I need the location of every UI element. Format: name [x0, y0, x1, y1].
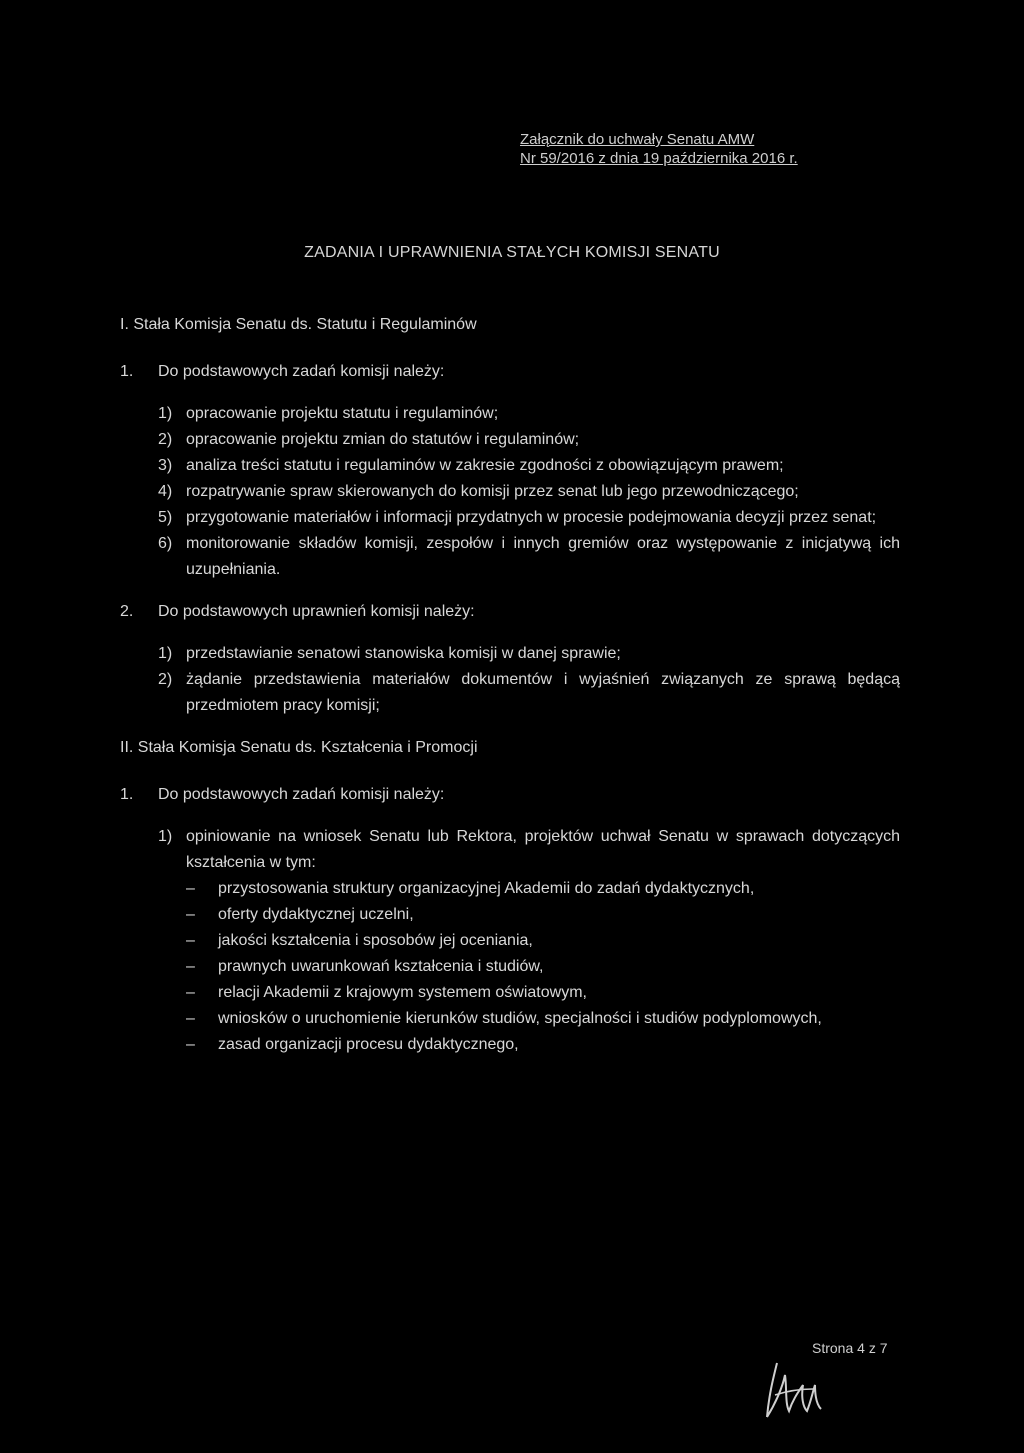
dash-item [186, 980, 900, 1006]
signature-graphic [755, 1355, 835, 1425]
list-item [158, 479, 900, 505]
dash-marker: – [186, 932, 195, 949]
item-number: 1) [158, 405, 173, 422]
item-number: 6) [158, 535, 173, 552]
section-2-paragraph-1 [120, 782, 900, 808]
item-text: opracowanie projektu zmian do statutów i regulaminów; [186, 431, 580, 448]
item-text: żądanie przedstawienia materiałów dokumentów i wyjaśnień związanych ze sprawą będącą przedmiotem pracy komisji; [186, 671, 900, 714]
paragraph-number: 1. [120, 363, 134, 380]
paragraph-text: Do podstawowych zadań komisji należy: [158, 786, 445, 803]
dash-marker: – [186, 906, 195, 923]
dash-text: oferty dydaktycznej uczelni, [218, 906, 414, 923]
dash-item [186, 876, 900, 902]
annex-reference [520, 130, 798, 168]
dash-text: prawnych uwarunkowań kształcenia i studiów, [218, 958, 544, 975]
item-number: 1) [158, 828, 173, 845]
page-number: Strona 4 z 7 [812, 1340, 888, 1356]
dash-item [186, 954, 900, 980]
item-number: 3) [158, 457, 173, 474]
section-1-paragraph-1 [120, 359, 900, 385]
list-item [158, 427, 900, 453]
dash-marker: – [186, 984, 195, 1001]
paragraph-text: Do podstawowych zadań komisji należy: [158, 363, 445, 380]
annex-line-2: Nr 59/2016 z dnia 19 października 2016 r. [520, 150, 798, 167]
item-text: monitorowanie składów komisji, zespołów i innych gremiów oraz występowanie z inicjatywą ich uzupełniania. [186, 535, 900, 578]
dash-item [186, 1006, 900, 1032]
item-text: opiniowanie na wniosek Senatu lub Rektora, projektów uchwał Senatu w sprawach dotyczących kształcenia w tym: [186, 828, 900, 871]
document-body [120, 312, 900, 1058]
dash-item [186, 928, 900, 954]
list-item [158, 824, 900, 876]
dash-list [186, 876, 900, 1058]
item-text: przedstawianie senatowi stanowiska komisji w danej sprawie; [186, 645, 621, 662]
section-1-paragraph-2-list [120, 641, 900, 719]
dash-marker: – [186, 1036, 195, 1053]
paragraph-number: 2. [120, 603, 134, 620]
list-item [158, 531, 900, 583]
dash-text: wniosków o uruchomienie kierunków studiów, specjalności i studiów podyplomowych, [218, 1010, 822, 1027]
item-number: 2) [158, 431, 173, 448]
item-text: analiza treści statutu i regulaminów w zakresie zgodności z obowiązującym prawem; [186, 457, 784, 474]
item-number: 5) [158, 509, 173, 526]
dash-marker: – [186, 1010, 195, 1027]
dash-item [186, 902, 900, 928]
section-1-paragraph-1-list [120, 401, 900, 583]
document-title: ZADANIA I UPRAWNIENIA STAŁYCH KOMISJI SENATU [304, 244, 720, 261]
item-number: 1) [158, 645, 173, 662]
paragraph-number: 1. [120, 786, 134, 803]
item-text: opracowanie projektu statutu i regulaminów; [186, 405, 499, 422]
item-text: przygotowanie materiałów i informacji przydatnych w procesie podejmowania decyzji przez senat; [186, 509, 877, 526]
section-2-paragraph-1-list [120, 824, 900, 1058]
section-1-heading: I. Stała Komisja Senatu ds. Statutu i Regulaminów [120, 316, 477, 333]
list-item [158, 505, 900, 531]
dash-marker: – [186, 958, 195, 975]
list-item [158, 453, 900, 479]
dash-item [186, 1032, 900, 1058]
annex-line-1: Załącznik do uchwały Senatu AMW [520, 131, 755, 148]
paragraph-text: Do podstawowych uprawnień komisji należy: [158, 603, 475, 620]
dash-text: jakości kształcenia i sposobów jej oceniania, [218, 932, 533, 949]
item-text: rozpatrywanie spraw skierowanych do komisji przez senat lub jego przewodniczącego; [186, 483, 799, 500]
section-2-heading: II. Stała Komisja Senatu ds. Kształcenia i Promocji [120, 739, 478, 756]
dash-text: przystosowania struktury organizacyjnej Akademii do zadań dydaktycznych, [218, 880, 755, 897]
section-1-paragraph-2 [120, 599, 900, 625]
list-item [158, 641, 900, 667]
item-number: 4) [158, 483, 173, 500]
item-number: 2) [158, 671, 173, 688]
dash-text: zasad organizacji procesu dydaktycznego, [218, 1036, 519, 1053]
dash-text: relacji Akademii z krajowym systemem oświatowym, [218, 984, 587, 1001]
signature-icon [755, 1355, 835, 1430]
list-item [158, 667, 900, 719]
list-item [158, 401, 900, 427]
dash-marker: – [186, 880, 195, 897]
